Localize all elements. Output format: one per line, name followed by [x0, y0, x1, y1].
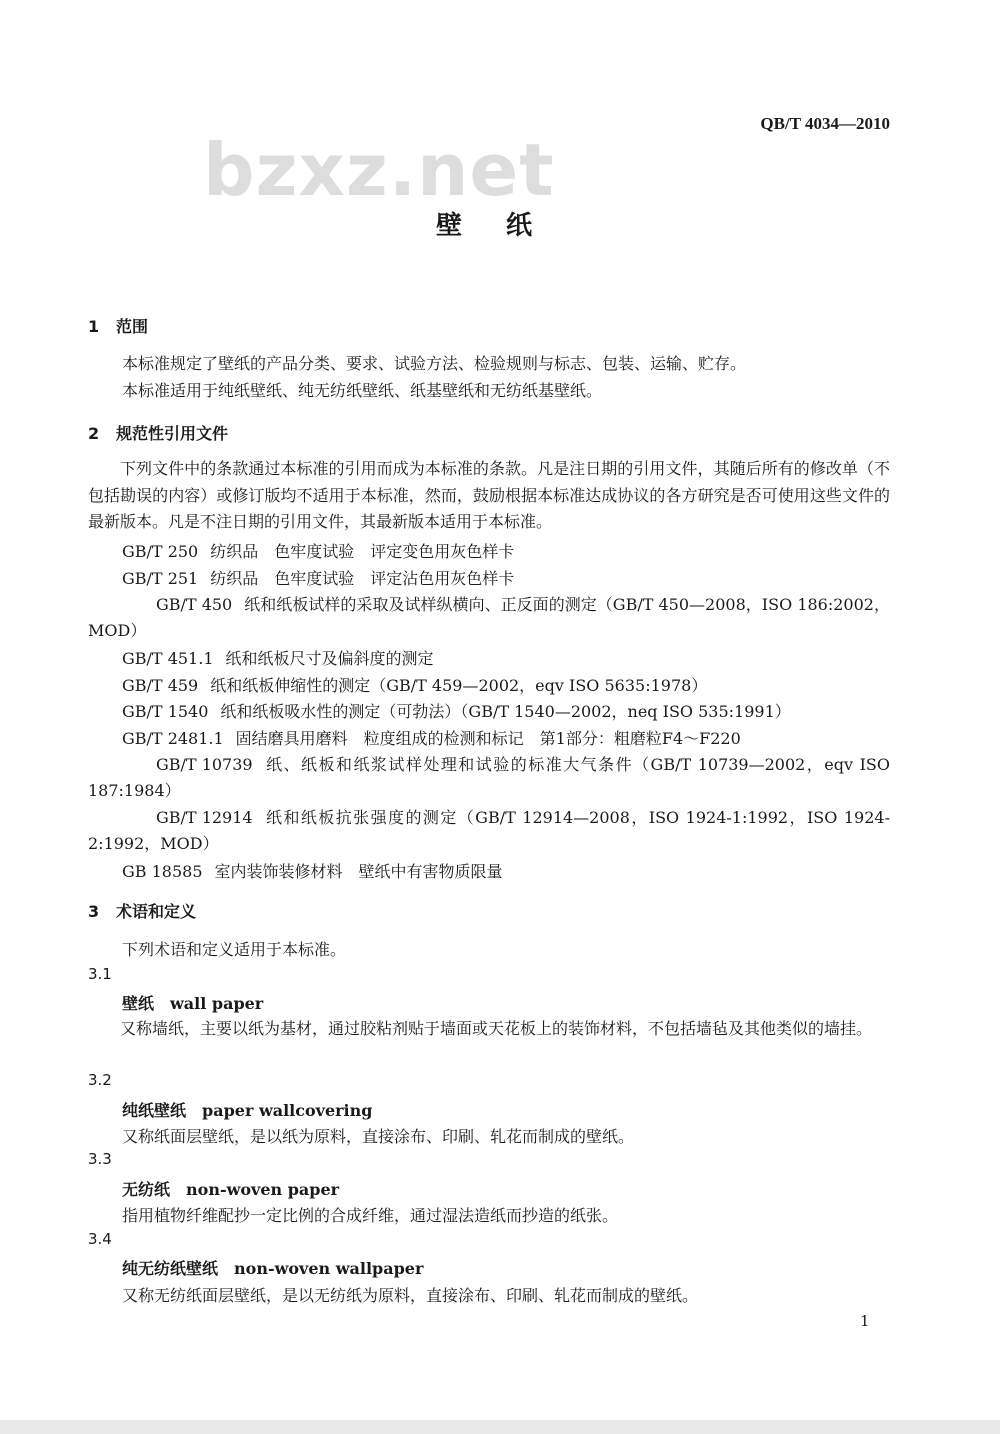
term-definition: 指用植物纤维配抄一定比例的合成纤维，通过湿法造纸而抄造的纸张。: [122, 1206, 619, 1225]
reference-item: [122, 646, 434, 669]
reference-item: [122, 673, 707, 696]
term-chinese: 纯无纺纸壁纸: [122, 1259, 219, 1278]
term-english: non-woven paper: [186, 1180, 340, 1199]
standard-code: QB/T 4034—2010: [760, 114, 890, 133]
term-heading: [122, 1177, 339, 1200]
reference-title: 纸和纸板尺寸及偏斜度的测定: [225, 649, 434, 668]
paragraph: 本标准适用于纯纸壁纸、纯无纺纸壁纸、纸基壁纸和无纺纸基壁纸。: [122, 381, 603, 400]
reference-item: [122, 699, 791, 722]
term-number: 3.3: [88, 1150, 112, 1168]
paragraph: 下列文件中的条款通过本标准的引用而成为本标准的条款。凡是注日期的引用文件，其随后所有的修改单（不包括勘误的内容）或修订版均不适用于本标准，然而，鼓励根据本标准达成协议的各方研究是否可使用这些文件的最新版本。凡是不注日期的引用文件，其最新版本适用于本标准。: [88, 459, 890, 531]
term-number: 3.1: [88, 965, 112, 983]
reference-title: 纸、纸板和纸浆试样处理和试验的标准大气条件（GB/T 10739—2002，eqv ISO 187:1984）: [88, 755, 890, 800]
section-number: 2: [88, 424, 100, 443]
reference-title: 纺织品 色牢度试验 评定变色用灰色样卡: [210, 542, 515, 561]
term-chinese: 纯纸壁纸: [122, 1101, 187, 1120]
section-2-heading: [88, 421, 228, 444]
reference-code: GB/T 12914: [156, 808, 253, 827]
reference-code: GB/T 451.1: [122, 649, 214, 668]
paragraph: 本标准规定了壁纸的产品分类、要求、试验方法、检验规则与标志、包装、运输、贮存。: [122, 354, 747, 373]
reference-item: [122, 726, 741, 749]
reference-title: 纸和纸板吸水性的测定（可勃法）（GB/T 1540—2002，neq ISO 535:1991）: [220, 702, 791, 721]
reference-title: 纺织品 色牢度试验 评定沾色用灰色样卡: [210, 569, 515, 588]
reference-code: GB/T 2481.1: [122, 729, 224, 748]
page-number: 1: [860, 1312, 870, 1330]
reference-title: 室内装饰装修材料 壁纸中有害物质限量: [214, 862, 503, 881]
reference-code: GB/T 459: [122, 676, 199, 695]
reference-title: 纸和纸板试样的采取及试样纵横向、正反面的测定（GB/T 450—2008，ISO 186:2002，MOD）: [88, 595, 890, 640]
section-title: 规范性引用文件: [116, 424, 229, 443]
term-definition: 又称纸面层壁纸，是以纸为原料，直接涂布、印刷、轧花而制成的壁纸。: [122, 1127, 635, 1146]
reference-code: GB/T 450: [156, 595, 233, 614]
section-1-heading: [88, 314, 148, 337]
term-english: paper wallcovering: [202, 1101, 373, 1120]
reference-code: GB/T 250: [122, 542, 199, 561]
page-title: 壁纸: [436, 211, 577, 241]
section-3-heading: [88, 899, 196, 922]
term-chinese: 壁纸: [122, 994, 155, 1013]
term-heading: [122, 1256, 423, 1279]
reference-item: [122, 539, 514, 562]
term-number: 3.4: [88, 1230, 112, 1248]
section-number: 3: [88, 902, 100, 921]
reference-item: [122, 859, 503, 882]
term-definition: 又称墙纸，主要以纸为基材，通过胶粘剂贴于墙面或天花板上的装饰材料，不包括墙毡及其他类似的墙挂。: [120, 1019, 873, 1038]
reference-code: GB/T 10739: [156, 755, 253, 774]
reference-item: [122, 566, 514, 589]
section-title: 术语和定义: [116, 902, 197, 921]
term-number: 3.2: [88, 1071, 112, 1089]
term-definition: 又称无纺纸面层壁纸，是以无纺纸为原料，直接涂布、印刷、轧花而制成的壁纸。: [122, 1286, 699, 1305]
reference-title: 纸和纸板伸缩性的测定（GB/T 459—2002，eqv ISO 5635:1978）: [210, 676, 708, 695]
term-english: wall paper: [170, 994, 264, 1013]
watermark-logo: bzxz.net: [203, 128, 555, 212]
reference-item: [88, 592, 890, 644]
paragraph: 下列术语和定义适用于本标准。: [122, 940, 347, 959]
reference-code: GB/T 1540: [122, 702, 209, 721]
term-chinese: 无纺纸: [122, 1180, 171, 1199]
reference-code: GB 18585: [122, 862, 203, 881]
reference-code: GB/T 251: [122, 569, 199, 588]
reference-item: [88, 805, 890, 857]
reference-title: 纸和纸板抗张强度的测定（GB/T 12914—2008，ISO 1924-1:1992，ISO 1924-2:1992，MOD）: [88, 808, 890, 853]
section-title: 范围: [116, 317, 149, 336]
term-heading: [122, 991, 263, 1014]
reference-title: 固结磨具用磨料 粒度组成的检测和标记 第1部分：粗磨粒F4～F220: [235, 729, 741, 748]
term-english: non-woven wallpaper: [234, 1259, 424, 1278]
term-heading: [122, 1098, 372, 1121]
section-number: 1: [88, 317, 100, 336]
reference-item: [88, 752, 890, 804]
viewer-bottom-strip: [0, 1420, 1000, 1434]
